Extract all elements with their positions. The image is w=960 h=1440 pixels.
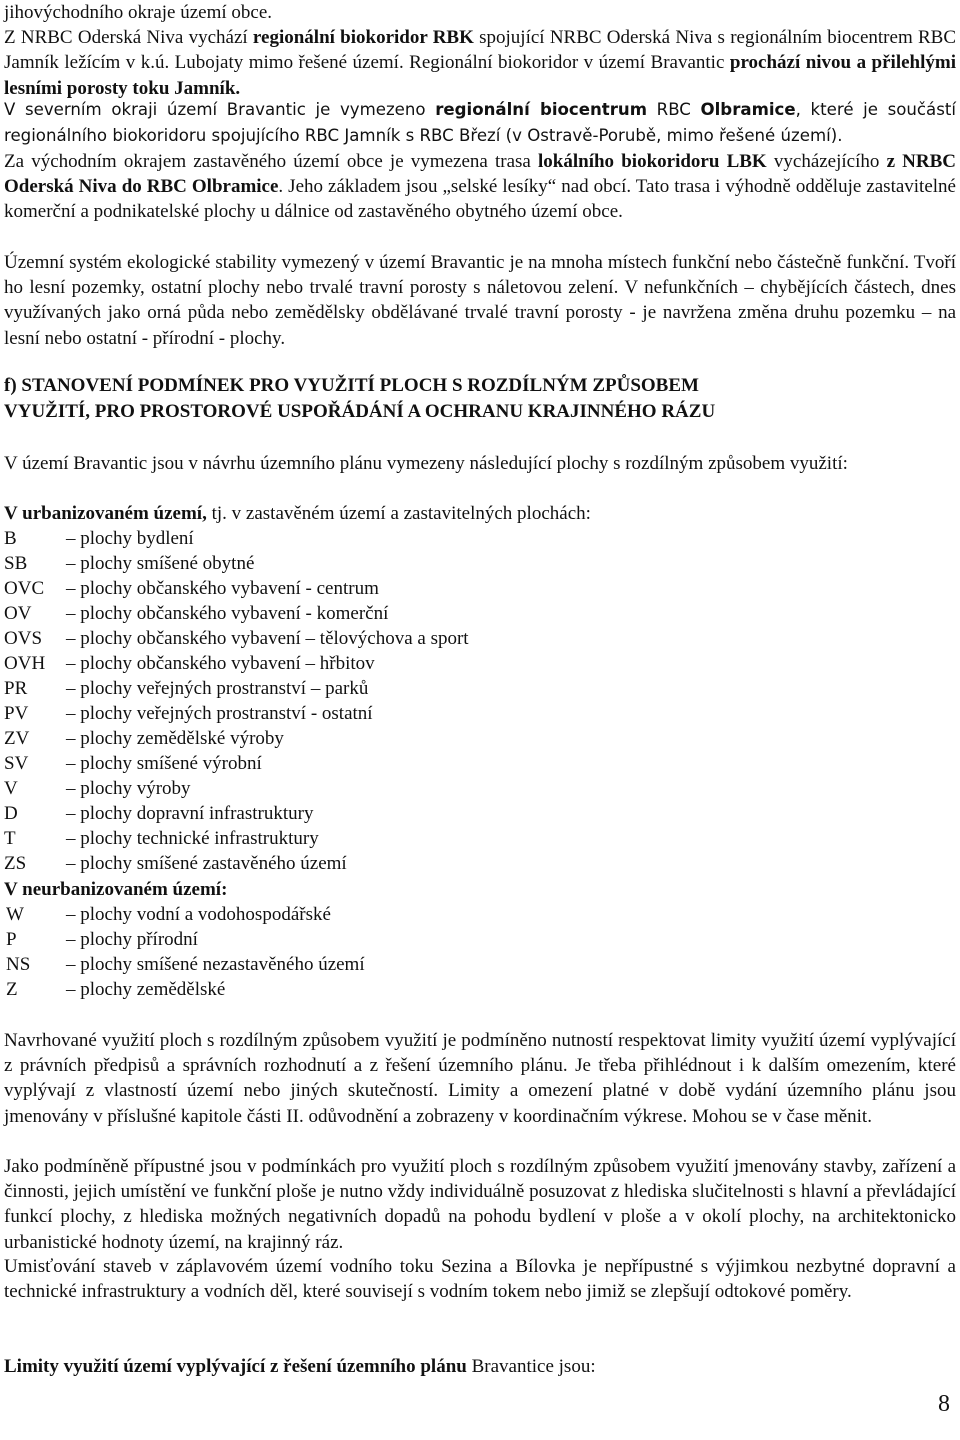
paragraph-east	[4, 149, 956, 225]
code-description: – plochy zemědělské výroby	[66, 728, 284, 749]
text-rbk: Z NRBC Oderská Niva vychází regionální biokoridor RBK spojující NRBC Oderská Niva s regionálním biocentrem RBC Jamník ležícím v k.ú. Lubojaty mimo řešené území. Regionální biokoridor v území Bravantic prochází nivou a přilehlými lesními porosty toku Jamník.	[4, 27, 956, 99]
code: NS	[6, 954, 31, 975]
list-item	[4, 851, 956, 876]
urban-code-list	[4, 526, 956, 876]
list-item	[4, 952, 956, 977]
paragraph-flood	[4, 1254, 956, 1304]
text-north: V severním okraji území Bravantic je vymezeno regionální biocentrum RBC Olbramice, které je součástí regionálního biokoridoru spojujícího RBC Jamník s RBC Březí (v Ostravě-Porubě, mimo řešené území).	[4, 100, 956, 145]
code: Z	[6, 979, 18, 1000]
code-description: – plochy zemědělské	[66, 979, 226, 1000]
code-description: – plochy veřejných prostranství - ostatní	[66, 703, 373, 724]
code: OVH	[4, 653, 46, 674]
list-item	[4, 576, 956, 601]
document-page	[4, 0, 956, 1440]
paragraph-conditional	[4, 1154, 956, 1255]
code-description: – plochy veřejných prostranství – parků	[66, 678, 369, 699]
text-uses: Územní systém ekologické stability vymezený v území Bravantic je na mnoha místech funkční nebo částečně funkční. Tvoří ho lesní pozemky, ostatní plochy nebo trvalé travní porosty s náletovou zelení. V nefunkčních – chybějících částech, dnes využívaných jako orná půda nebo zemědělsky obdělávané trvalé travní porosty - je navržena změna druhu pozemku – na lesní nebo ostatní - přírodní - plochy.	[4, 252, 956, 349]
code: OV	[4, 603, 32, 624]
code-description: – plochy smíšené obytné	[66, 553, 255, 574]
list-item	[4, 676, 956, 701]
text-east: Za východním okrajem zastavěného území obce je vymezena trasa lokálního biokoridoru LBK vycházejícího z NRBC Oderská Niva do RBC Olbramice. Jeho základem jsou „selské lesíky“ nad obcí. Tato trasa i výhodně odděluje zastavitelné komerční a podnikatelské plochy u dálnice od zastavěného obytného území obce.	[4, 151, 956, 223]
list-item	[4, 977, 956, 1002]
list-item	[4, 626, 956, 651]
code-description: – plochy smíšené zastavěného území	[66, 853, 347, 874]
paragraph-uses	[4, 250, 956, 351]
code: T	[4, 828, 16, 849]
text-final: Limity využití území vyplývající z řešení územního plánu Bravantice jsou:	[4, 1356, 596, 1377]
heading-line-2: VYUŽITÍ, PRO PROSTOROVÉ USPOŘÁDÁNÍ A OCHRANU KRAJINNÉHO RÁZU	[4, 401, 716, 422]
text-nonurban-head: V neurbanizovaném území:	[4, 879, 228, 900]
code-description: – plochy technické infrastruktury	[66, 828, 319, 849]
list-item	[4, 651, 956, 676]
code: SV	[4, 753, 29, 774]
code-description: – plochy občanského vybavení – tělovýchova a sport	[66, 628, 469, 649]
code-description: – plochy občanského vybavení – hřbitov	[66, 653, 375, 674]
list-item	[4, 551, 956, 576]
list-item	[4, 776, 956, 801]
code: B	[4, 528, 17, 549]
list-item	[4, 526, 956, 551]
list-item	[4, 801, 956, 826]
code: PV	[4, 703, 29, 724]
list-item	[4, 726, 956, 751]
code: SB	[4, 553, 28, 574]
code: P	[6, 929, 17, 950]
code-description: – plochy občanského vybavení - komerční	[66, 603, 389, 624]
paragraph-limits	[4, 1028, 956, 1129]
text-urban-head: V urbanizovaném území, tj. v zastavěném území a zastavitelných plochách:	[4, 503, 591, 524]
text-flood: Umisťování staveb v záplavovém území vodního toku Sezina a Bílovka je nepřípustné s výjimkou nezbytné dopravní a technické infrastruktury a vodních děl, které souvisejí s vodním tokem nebo jimiž se zlepšují odtokové poměry.	[4, 1256, 956, 1303]
paragraph-north	[4, 97, 956, 148]
paragraph-rbk	[4, 0, 956, 101]
nonurban-heading	[4, 877, 956, 902]
code-description: – plochy výroby	[66, 778, 191, 799]
text-intro: V území Bravantic jsou v návrhu územního plánu vymezeny následující plochy s rozdílným způsobem využití:	[4, 453, 848, 474]
heading-line-1: f) STANOVENÍ PODMÍNEK PRO VYUŽITÍ PLOCH S ROZDÍLNÝM ZPŮSOBEM	[4, 375, 699, 396]
code-description: – plochy občanského vybavení - centrum	[66, 578, 379, 599]
code-description: – plochy smíšené nezastavěného území	[66, 954, 365, 975]
list-item	[4, 601, 956, 626]
list-item	[4, 826, 956, 851]
code: OVC	[4, 578, 45, 599]
code-description: – plochy dopravní infrastruktury	[66, 803, 314, 824]
text-limits: Navrhované využití ploch s rozdílným způsobem využití je podmíněno nutností respektovat limity využití území vyplývající z právních předpisů a správních rozhodnutí a z řešení územního plánu. Je třeba přihlédnout i k dalším omezením, které vyplývají z vlastností území nebo jiných skutečností. Limity a omezení platné v době vydání územního plánu jsou jmenovány v příslušné kapitole části II. odůvodnění a zobrazeny v koordinačním výkrese. Mohou se v čase měnit.	[4, 1030, 956, 1127]
code-description: – plochy přírodní	[66, 929, 198, 950]
text-line: jihovýchodního okraje území obce.	[4, 2, 273, 23]
code-description: – plochy vodní a vodohospodářské	[66, 904, 331, 925]
section-heading	[4, 373, 956, 425]
paragraph-intro	[4, 451, 956, 476]
code: V	[4, 778, 18, 799]
list-item	[4, 902, 956, 927]
paragraph-final	[4, 1354, 956, 1379]
list-item	[4, 751, 956, 776]
code-description: – plochy bydlení	[66, 528, 194, 549]
code: PR	[4, 678, 28, 699]
code: ZS	[4, 853, 27, 874]
code-description: – plochy smíšené výrobní	[66, 753, 262, 774]
text-conditional: Jako podmíněně přípustné jsou v podmínkách pro využití ploch s rozdílným způsobem využití jmenovány stavby, zařízení a činnosti, jejich umístění ve funkční ploše je nutno vždy individuálně posuzovat z hlediska slučitelnosti s hlavní a převládající funkcí plochy, z hlediska možných negativních dopadů na pohodu bydlení v ploše a v okolí plochy, na architektonicko urbanistické hodnoty území, na krajinný ráz.	[4, 1156, 956, 1253]
nonurban-code-list	[4, 902, 956, 1002]
code: W	[6, 904, 24, 925]
list-item	[4, 927, 956, 952]
code: ZV	[4, 728, 30, 749]
page-number: 8	[938, 1391, 950, 1417]
list-item	[4, 701, 956, 726]
code: OVS	[4, 628, 43, 649]
urban-heading	[4, 501, 956, 526]
code: D	[4, 803, 18, 824]
